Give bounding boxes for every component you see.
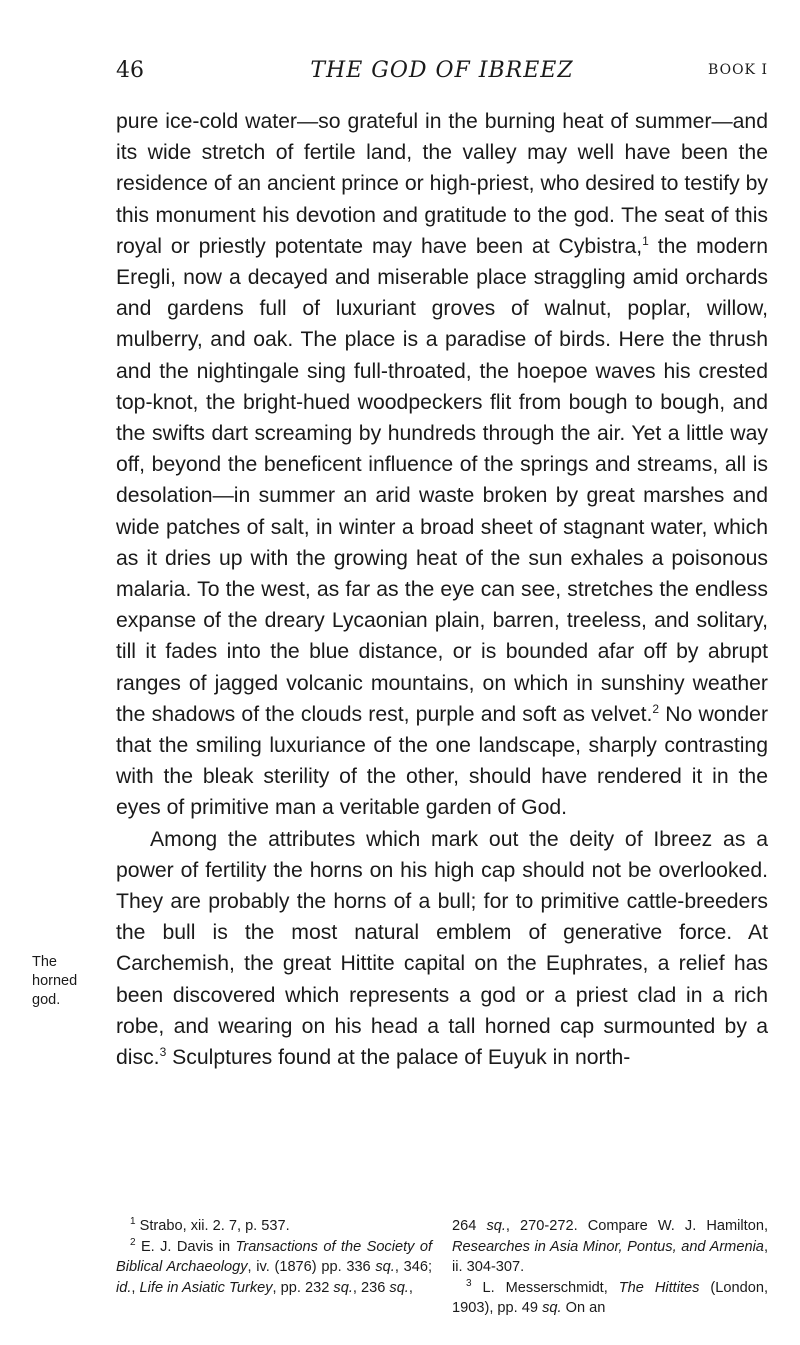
footnotes: [116, 1216, 768, 1319]
footnotes-left-column: [116, 1216, 432, 1319]
footnote-1: $^1$ Strabo, xii. 2. 7, p. 537.: [130, 1216, 290, 1234]
footnote-ref-1: 1: [642, 233, 649, 248]
margin-note: The horned god.: [32, 954, 78, 1008]
body-text: [116, 106, 768, 1073]
footnotes-right-column: [452, 1216, 768, 1319]
page-header: [116, 58, 768, 88]
footnote-ref-3: 3: [159, 1045, 167, 1060]
paragraph-1: pure ice-cold water—so grateful in the burning heat of summer—and its wide stretch of fertile land, the valley may well have been the residence of an ancient prince or high-priest, who desired to testify by this monument his devotion and gratitude to the god. The seat of this royal or priestly potentate may have been at Cybistra,$^1$ the modern Eregli, now a decayed and miserable place straggling amid orchards and gardens full of luxuriant groves of walnut, poplar, willow, mulberry, and oak. The place is a paradise of birds. Here the thrush and the nightingale sing full-throated, the hoepoe waves his crested top-knot, the bright-hued woodpeckers flit from bough to bough, and the swifts dart screaming by hundreds through the air. Yet a little way off, beyond the beneficent influence of the springs and streams, all is desolation—in summer an arid waste broken by great marshes and wide patches of salt, in winter a broad sheet of stagnant water, which as it dries up with the growing heat of the sun exhales a poisonous malaria. To the west, as far as the eye can see, stretches the endless expanse of the dreary Lycaonian plain, barren, treeless, and solitary, till it fades into the blue distance, or is bounded afar off by abrupt ranges of jagged volcanic mountains, on which in sunshiny weather the shadows of the clouds rest, purple and soft as velvet.$^2$ No wonder that the smiling luxuriance of the one landscape, sharply contrasting with the bleak sterility of the other, should have rendered it in the eyes of primitive man a veritable garden of God.: [116, 110, 768, 820]
footnote-3: $^3$ L. Messerschmidt, The Hittites (London, 1903), pp. 49 sq. On an: [452, 1277, 769, 1317]
book-label: BOOK I: [708, 62, 768, 78]
footnote-2-continued: 264 sq., 270-272. Compare W. J. Hamilton, Researches in Asia Minor, Pontus, and Armenia, ii. 304-307.: [452, 1218, 768, 1276]
running-title: THE GOD OF IBREEZ: [310, 58, 574, 83]
footnote-ref-2: 2: [652, 701, 660, 716]
page-number: 46: [116, 58, 144, 83]
paragraph-2: Among the attributes which mark out the deity of Ibreez as a power of fertility the horns on his high cap should not be overlooked. They are probably the horns of a bull; for to primitive cattle-breeders the bull is the most natural emblem of generative force. At Carchemish, the great Hittite capital on the Euphrates, a relief has been discovered which represents a god or a priest clad in a rich robe, and wearing on his head a tall horned cap surmounted by a disc.$^3$ Sculptures found at the palace of Euyuk in north-: [116, 827, 768, 1070]
footnote-2: $^2$ E. J. Davis in Transactions of the Society of Biblical Archaeology, iv. (1876) pp. 336 sq., 346; id., Life in Asiatic Turkey, pp. 232 sq., 236 sq.,: [116, 1236, 432, 1296]
